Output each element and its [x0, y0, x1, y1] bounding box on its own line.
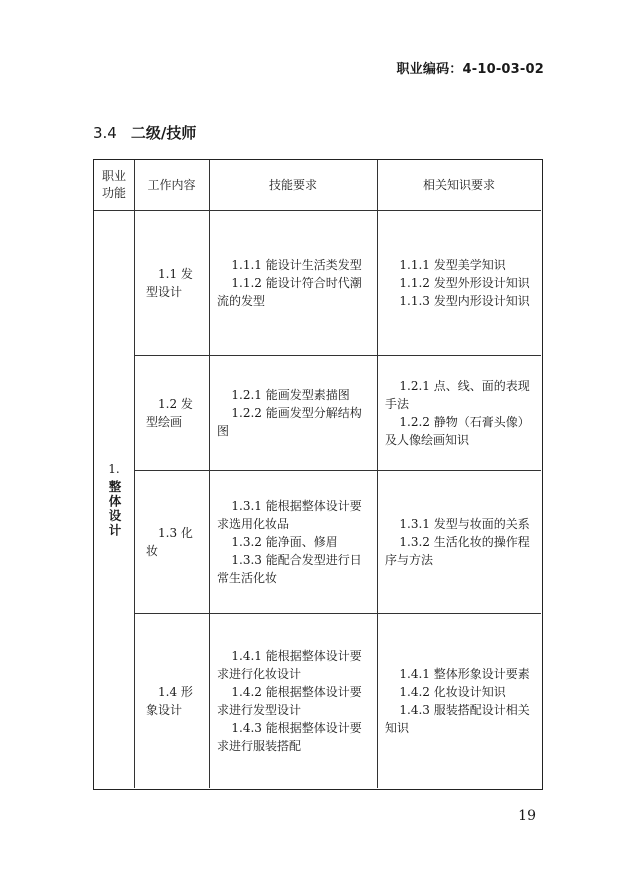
skill-item: 1.4.2 能根据整体设计要求进行发型设计: [217, 684, 362, 717]
section-number: 3.4: [93, 124, 117, 142]
skill-item: 1.4.1 能根据整体设计要求进行化妆设计: [217, 648, 362, 681]
function-cell: [94, 210, 134, 788]
knowledge-item: 1.4.1 整体形象设计要素: [399, 666, 530, 681]
knowledge-item: 1.1.1 发型美学知识: [399, 257, 506, 272]
knowledge-item: 1.3.1 发型与妆面的关系: [399, 516, 530, 531]
knowledge-item: 1.2.2 静物（石膏头像）及人像绘画知识: [385, 414, 530, 447]
header-skills: 技能要求: [268, 178, 317, 192]
knowledge-item: 1.3.2 生活化妆的操作程序与方法: [385, 534, 530, 567]
knowledge-item: 1.2.1 点、线、面的表现手法: [385, 378, 530, 411]
work-content-cell: 1.3 化妆: [146, 525, 193, 558]
header-knowledge: 相关知识要求: [422, 178, 495, 192]
knowledge-item: 1.1.3 发型内形设计知识: [399, 293, 530, 308]
section-heading: [93, 122, 196, 143]
page-number: 19: [518, 808, 536, 824]
occupation-code: 职业编码：4-10-03-02: [396, 62, 544, 77]
function-name: 整体设计: [107, 480, 122, 538]
knowledge-item: 1.1.2 发型外形设计知识: [399, 275, 530, 290]
work-content-cell: 1.2 发型绘画: [146, 396, 193, 429]
skills-cell: [209, 470, 377, 613]
work-content-cell: 1.1 发型设计: [146, 266, 193, 299]
header-function: 职业功能: [101, 169, 126, 200]
header-work: 工作内容: [147, 178, 196, 192]
skills-cell: [209, 613, 377, 788]
knowledge-cell: [377, 355, 541, 470]
knowledge-item: 1.4.2 化妆设计知识: [399, 684, 506, 699]
work-content-cell: 1.4 形象设计: [146, 684, 193, 717]
skill-item: 1.4.3 能根据整体设计要求进行服装搭配: [217, 720, 362, 753]
knowledge-cell: [377, 613, 541, 788]
skills-cell: [209, 210, 377, 355]
knowledge-item: 1.4.3 服装搭配设计相关知识: [385, 702, 530, 735]
skill-item: 1.3.3 能配合发型进行日常生活化妆: [217, 552, 362, 585]
skill-item: 1.3.2 能净面、修眉: [231, 534, 338, 549]
function-number: 1.: [108, 462, 120, 476]
skills-cell: [209, 355, 377, 470]
skill-item: 1.1.1 能设计生活类发型: [231, 257, 362, 272]
skills-table: [93, 159, 543, 790]
knowledge-cell: [377, 470, 541, 613]
skill-item: 1.3.1 能根据整体设计要求选用化妆品: [217, 498, 362, 531]
skill-item: 1.2.2 能画发型分解结构图: [217, 405, 362, 438]
section-title: 二级/技师: [130, 124, 197, 142]
skill-item: 1.1.2 能设计符合时代潮流的发型: [217, 275, 362, 308]
skill-item: 1.2.1 能画发型素描图: [231, 387, 350, 402]
knowledge-cell: [377, 210, 541, 355]
